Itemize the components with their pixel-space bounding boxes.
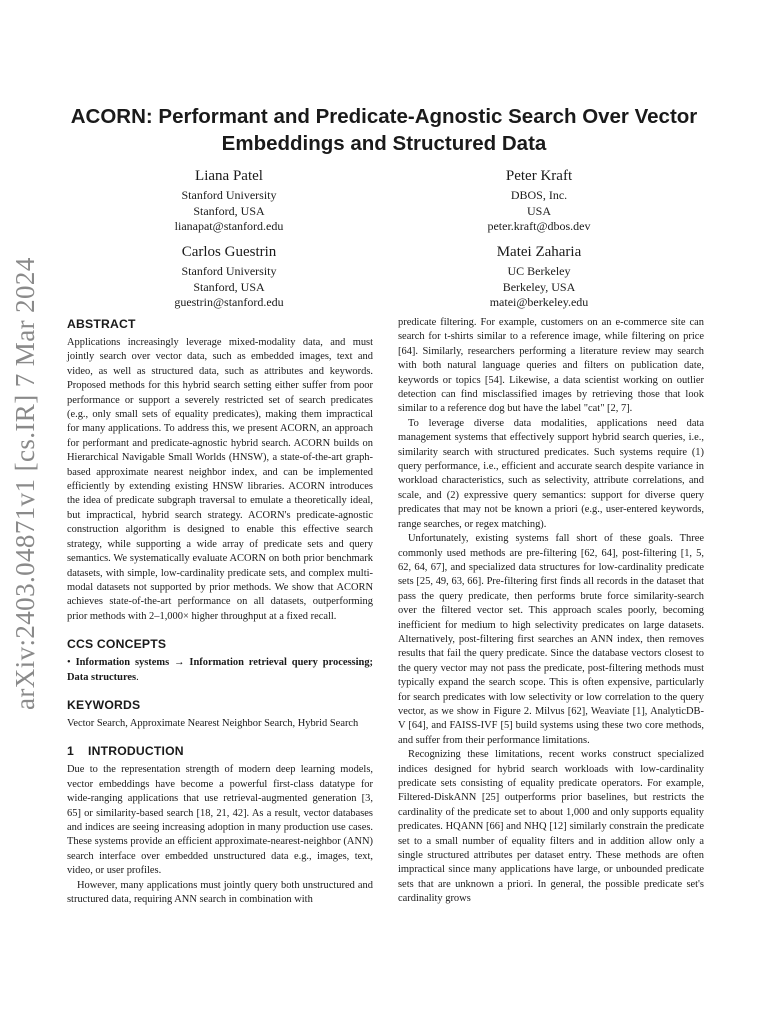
author-name: Matei Zaharia bbox=[496, 244, 582, 260]
intro-paragraph-5: Recognizing these limitations, recent works construct specialized indices designed for hybrid search workloads with low-cardinality predicate sets consisting of equality predicate operators. For example, Filtered-DiskANN [25] outperforms prior baselines, but restricts the cardinality of the predicate set to about 1,000 and only supports equality predicates. HQANN [66] and NHQ [12] similarly constrain the predicate set to a small number of equality filters and in addition allow only a single structured attributes per dataset entry. These methods are often impractical since many applications have large, or unbounded predicate sets that are unknown a priori. In general, the possible predicate set's cardinality grows bbox=[398, 749, 704, 905]
author-block bbox=[409, 243, 669, 311]
author-name: Liana Patel bbox=[195, 168, 263, 184]
author-block bbox=[99, 167, 359, 235]
left-column bbox=[67, 316, 373, 907]
author-location: Berkeley, USA bbox=[502, 279, 576, 294]
section-heading bbox=[67, 743, 373, 759]
arxiv-identifier: arXiv:2403.04871v1 [cs.IR] 7 Mar 2024 bbox=[10, 257, 40, 710]
intro-paragraph-4: Unfortunately, existing systems fall short of these goals. Three commonly used methods are pre-filtering [62, 64], post-filtering [1, 5, 62, 64, 67], and specialized data structures for low-cardinality predicate sets [25, 49, 63, 66]. Pre-filtering first finds all records in the dataset that pass the query predicate, then performs brute force similarity-search over the filtered vector set. This approach scales poorly, becoming inefficient for medium to high selectivity predicates on large datasets. Alternatively, post-filtering first searches an ANN index, then removes results that fail the query predicate. Since the database vectors closest to the query vector may not pass the predicate, post-filtering methods must typically expand the search scope. This is often expensive, particularly for search predicates with low selectivity or low correlation to the query vector, as we show in Figure 2. Milvus [62], Weaviate [1], AnalyticDB-V [64], and FAISS-IVF [5] build systems using these two core methods, and suffer from their performance limitations. bbox=[398, 533, 704, 746]
right-column bbox=[398, 316, 704, 907]
keywords-text: Vector Search, Approximate Nearest Neighbor Search, Hybrid Search bbox=[67, 717, 359, 729]
author-name: Peter Kraft bbox=[505, 168, 573, 184]
ccs-concepts bbox=[67, 656, 373, 685]
author-email: peter.kraft@dbos.dev bbox=[487, 219, 591, 233]
bullet: • bbox=[67, 657, 71, 669]
author-affiliation: DBOS, Inc. bbox=[510, 188, 568, 202]
ccs-text: Information systems → Information retrieval query processing; Data structures bbox=[67, 657, 374, 683]
author-location: Stanford, USA bbox=[193, 203, 265, 218]
author-email: guestrin@stanford.edu bbox=[174, 295, 284, 309]
author-email: lianapat@stanford.edu bbox=[174, 219, 284, 233]
section-title: INTRODUCTION bbox=[87, 744, 184, 759]
author-email: matei@berkeley.edu bbox=[489, 295, 589, 309]
author-location: Stanford, USA bbox=[193, 279, 265, 294]
author-block bbox=[99, 243, 359, 311]
author-affiliation: Stanford University bbox=[181, 188, 277, 202]
abstract-text: Applications increasingly leverage mixed-modality data, and must jointly search over vector data, such as embedded images, text and video, as well as structured data, such as attributes and keywords. Proposed methods for this hybrid search setting either suffer from poor performance or support a severely restricted set of search predicates (e.g., only small sets of equality predicates), making them impractical for many applications. To address this, we present ACORN, an approach for performant and predicate-agnostic hybrid search. ACORN builds on Hierarchical Navigable Small Worlds (HNSW), a state-of-the-art graph-based approximate nearest neighbor index, and can be implemented efficiently by extending existing HNSW libraries. ACORN introduces the idea of predicate subgraph traversal to emulate a theoretically ideal, but impractical, hybrid search strategy. ACORN's predicate-agnostic construction algorithm is designed to enable this effective search strategy, while supporting a wide array of predicate sets and query semantics. We systematically evaluate ACORN on both prior benchmark datasets, with simple, low-cardinality predicate sets, and complex multi-modal datasets not supported by prior methods. We show that ACORN achieves state-of-the-art performance on all datasets, outperforming prior methods with 2–1,000× higher throughput at a fixed recall. bbox=[67, 337, 373, 622]
ccs-heading: CCS CONCEPTS bbox=[67, 637, 167, 652]
intro-paragraph-3: To leverage diverse data modalities, applications need data management systems that effectively support hybrid search queries, i.e., similarity search with structured predicates. Such systems require (1) query performance, i.e., efficient and accurate search despite variance in workload characteristics, such as selectivity, attribute correlations, and scale, and (2) expressive query semantics: support for diverse query predicates that may not be known a priori (e.g., user-entered keywords, range searches, or regex matching). bbox=[398, 417, 704, 530]
ccs-end: . bbox=[136, 671, 139, 683]
abstract-heading: ABSTRACT bbox=[67, 317, 136, 331]
author-location: USA bbox=[526, 203, 551, 218]
keywords-heading: KEYWORDS bbox=[67, 697, 141, 712]
author-name: Carlos Guestrin bbox=[181, 244, 277, 260]
intro-paragraph-2: However, many applications must jointly query both unstructured and structured data, requiring ANN search in combination with bbox=[67, 879, 373, 905]
author-affiliation: Stanford University bbox=[181, 264, 277, 278]
author-block bbox=[409, 167, 669, 235]
author-affiliation: UC Berkeley bbox=[507, 264, 571, 278]
intro-paragraph-1: Due to the representation strength of modern deep learning models, vector embeddings have become a powerful first-class datatype for wide-ranging applications that use retrieval-augmented generation [3, 65] or similarity-based search [18, 21, 42]. As a result, vector databases and indices are seeing increasing adoption in many production use cases. These systems provide an efficient approximate-nearest-neighbor (ANN) search interface over embedded unstructured data e.g., images, text, video, or user profiles. bbox=[67, 764, 373, 877]
intro-paragraph-continued: predicate filtering. For example, customers on an e-commerce site can search for t-shirts similar to a reference image, while filtering on price [64]. Similarly, researchers performing a literature review may search with both natural language queries and filters on publication date, keywords or topics [54]. Likewise, a data scientist working on outlier detection can find misclassified images by retrieving those that look similar to a reference dog but have the label "cat" [2, 7]. bbox=[398, 317, 704, 415]
section-number: 1 bbox=[67, 744, 74, 759]
paper-title: ACORN: Performant and Predicate-Agnostic Search Over Vector Embeddings and Structured Data bbox=[70, 105, 698, 155]
